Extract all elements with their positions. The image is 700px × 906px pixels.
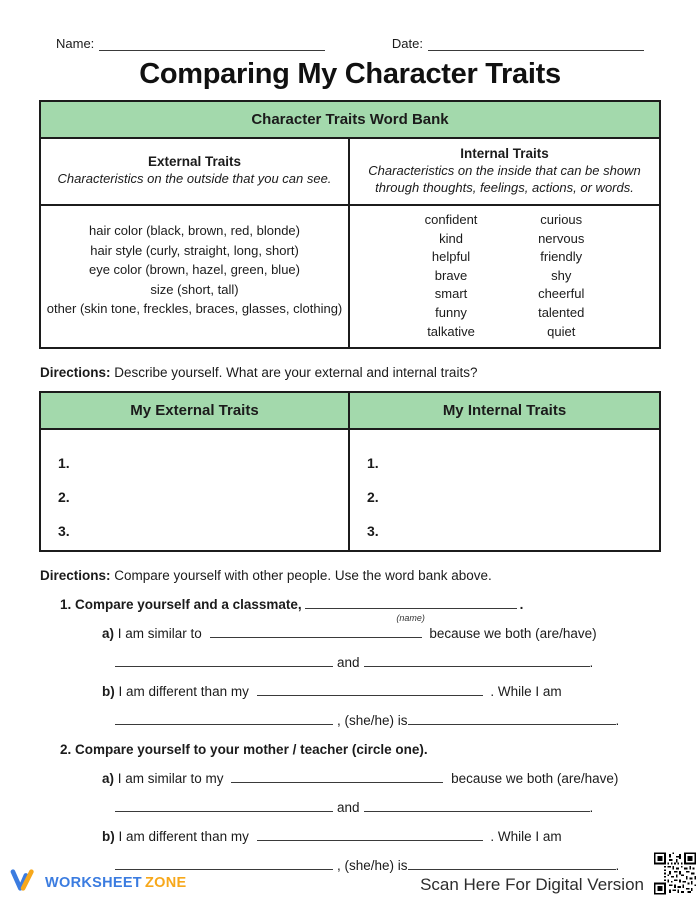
internal-trait-word: shy [551, 267, 572, 283]
date-input-line[interactable] [428, 38, 644, 51]
name-input-line[interactable] [99, 38, 325, 51]
my-traits-body-row [41, 430, 659, 550]
question-end: . [519, 597, 524, 613]
sub-item-text: because we both (are/have) [451, 771, 619, 787]
sub-item-text: I am different than my [118, 829, 249, 845]
internal-trait-word: talented [538, 304, 585, 320]
question-1-prompt [60, 596, 660, 624]
external-trait-item: hair style (curly, straight, long, short) [90, 242, 299, 258]
date-field [392, 36, 644, 51]
name-date-row [0, 0, 700, 51]
fill-in-line[interactable] [408, 857, 616, 870]
period: . [589, 655, 594, 671]
fill-in-line[interactable] [364, 654, 590, 667]
list-number: 1. [367, 455, 379, 472]
page-title: Comparing My Character Traits [139, 58, 561, 90]
external-trait-item: other (skin tone, freckles, braces, glasses, clothing) [46, 301, 343, 316]
period: . [589, 800, 594, 816]
sub-item-text: . While I am [490, 684, 562, 700]
sub-item-text: I am similar to [117, 626, 202, 642]
my-external-traits-header: My External Traits [41, 393, 350, 428]
connector-text: , (she/he) is [337, 858, 408, 874]
internal-trait-word: quiet [547, 323, 576, 339]
name-field [56, 36, 325, 51]
internal-trait-word: funny [435, 304, 467, 320]
question-number: 2. [60, 742, 72, 758]
period: . [615, 858, 620, 874]
fill-in-line[interactable] [231, 770, 443, 783]
sub-item-text: I am similar to my [117, 771, 224, 787]
question-text: Compare yourself to your mother / teacher (circle one). [75, 742, 428, 758]
question-2b-continuation [115, 857, 660, 874]
word-bank-subheader-row [41, 139, 659, 206]
fill-in-line[interactable] [115, 799, 333, 812]
name-label: Name: [56, 36, 95, 51]
list-number: 3. [367, 523, 379, 540]
question-1a [102, 625, 660, 642]
connector-text: and [337, 800, 360, 816]
question-2a-continuation [115, 799, 660, 816]
directions-compare [40, 568, 700, 583]
internal-trait-word: talkative [427, 323, 475, 339]
sub-item-label: b) [102, 829, 115, 845]
question-text: Compare yourself and a classmate, [75, 597, 302, 613]
sub-item-text: I am different than my [118, 684, 249, 700]
list-number: 3. [58, 523, 70, 540]
sub-item-text: because we both (are/have) [429, 626, 597, 642]
internal-traits-column-1 [425, 211, 478, 341]
internal-trait-word: friendly [540, 249, 583, 265]
date-label: Date: [391, 36, 423, 51]
questions-section [60, 596, 660, 874]
question-number: 1. [60, 597, 72, 613]
internal-trait-word: nervous [538, 230, 585, 246]
external-trait-item: size (short, tall) [150, 281, 239, 297]
word-bank-table [39, 100, 661, 349]
question-2b [102, 828, 660, 845]
external-traits-header-cell [41, 139, 350, 204]
my-traits-header-row [41, 393, 659, 430]
sub-item-label: a) [102, 626, 115, 642]
external-traits-description: Characteristics on the outside that you can see. [57, 171, 332, 187]
my-external-traits-cell[interactable] [41, 430, 350, 550]
question-1b-continuation [115, 712, 660, 729]
sub-item-label: a) [102, 771, 115, 787]
scan-here-text: Scan Here For Digital Version [420, 875, 644, 894]
my-traits-table [39, 391, 661, 552]
fill-in-line[interactable] [115, 712, 333, 725]
question-2-prompt [60, 741, 660, 758]
list-number: 1. [58, 455, 70, 472]
worksheetzone-logo [10, 868, 186, 897]
name-hint: (name) [396, 613, 425, 624]
logo-w-icon [10, 868, 38, 897]
internal-trait-word: brave [434, 267, 468, 283]
fill-in-line[interactable] [257, 828, 483, 841]
connector-text: and [337, 655, 360, 671]
internal-trait-word: kind [439, 230, 463, 246]
internal-traits-header-cell [350, 139, 659, 204]
classmate-name-line[interactable] [305, 596, 517, 609]
internal-trait-word: helpful [431, 249, 471, 265]
directions-label: Directions: [40, 568, 111, 584]
internal-traits-description: Characteristics on the inside that can be shown through thoughts, feelings, actions, or words. [368, 163, 641, 195]
question-1a-continuation [115, 654, 660, 671]
word-bank-header: Character Traits Word Bank [41, 102, 659, 139]
external-traits-list [41, 206, 350, 347]
logo-wordmark [45, 875, 186, 891]
qr-code [654, 851, 696, 901]
list-number: 2. [58, 489, 70, 506]
external-traits-heading: External Traits [147, 154, 242, 170]
sub-item-text: . While I am [490, 829, 562, 845]
logo-text-worksheet: WORKSHEET [45, 874, 142, 891]
connector-text: , (she/he) is [337, 713, 408, 729]
fill-in-line[interactable] [115, 654, 333, 667]
internal-trait-word: curious [540, 212, 583, 227]
internal-trait-word: smart [434, 286, 468, 302]
directions-text: Describe yourself. What are your external and internal traits? [114, 365, 478, 381]
question-1b [102, 683, 660, 700]
fill-in-line[interactable] [257, 683, 483, 696]
external-trait-item: eye color (brown, hazel, green, blue) [88, 262, 300, 277]
my-internal-traits-header: My Internal Traits [442, 402, 567, 420]
question-2a [102, 770, 660, 787]
internal-trait-word: cheerful [538, 286, 585, 302]
word-bank-body-row [41, 206, 659, 347]
internal-traits-column-2 [538, 211, 584, 341]
directions-label: Directions: [40, 365, 111, 381]
fill-in-line[interactable] [364, 799, 590, 812]
my-internal-traits-cell[interactable] [350, 430, 659, 550]
directions-describe [40, 365, 700, 380]
internal-traits-list [350, 206, 659, 347]
internal-traits-heading: Internal Traits [460, 146, 549, 161]
external-trait-item: hair color (black, brown, red, blonde) [89, 223, 300, 238]
logo-text-zone: ZONE [144, 874, 187, 891]
sub-item-label: b) [102, 684, 115, 700]
period: . [615, 713, 620, 729]
internal-trait-word: confident [424, 212, 478, 227]
directions-text: Compare yourself with other people. Use the word bank above. [114, 568, 492, 584]
fill-in-line[interactable] [408, 712, 616, 725]
list-number: 2. [367, 489, 379, 506]
